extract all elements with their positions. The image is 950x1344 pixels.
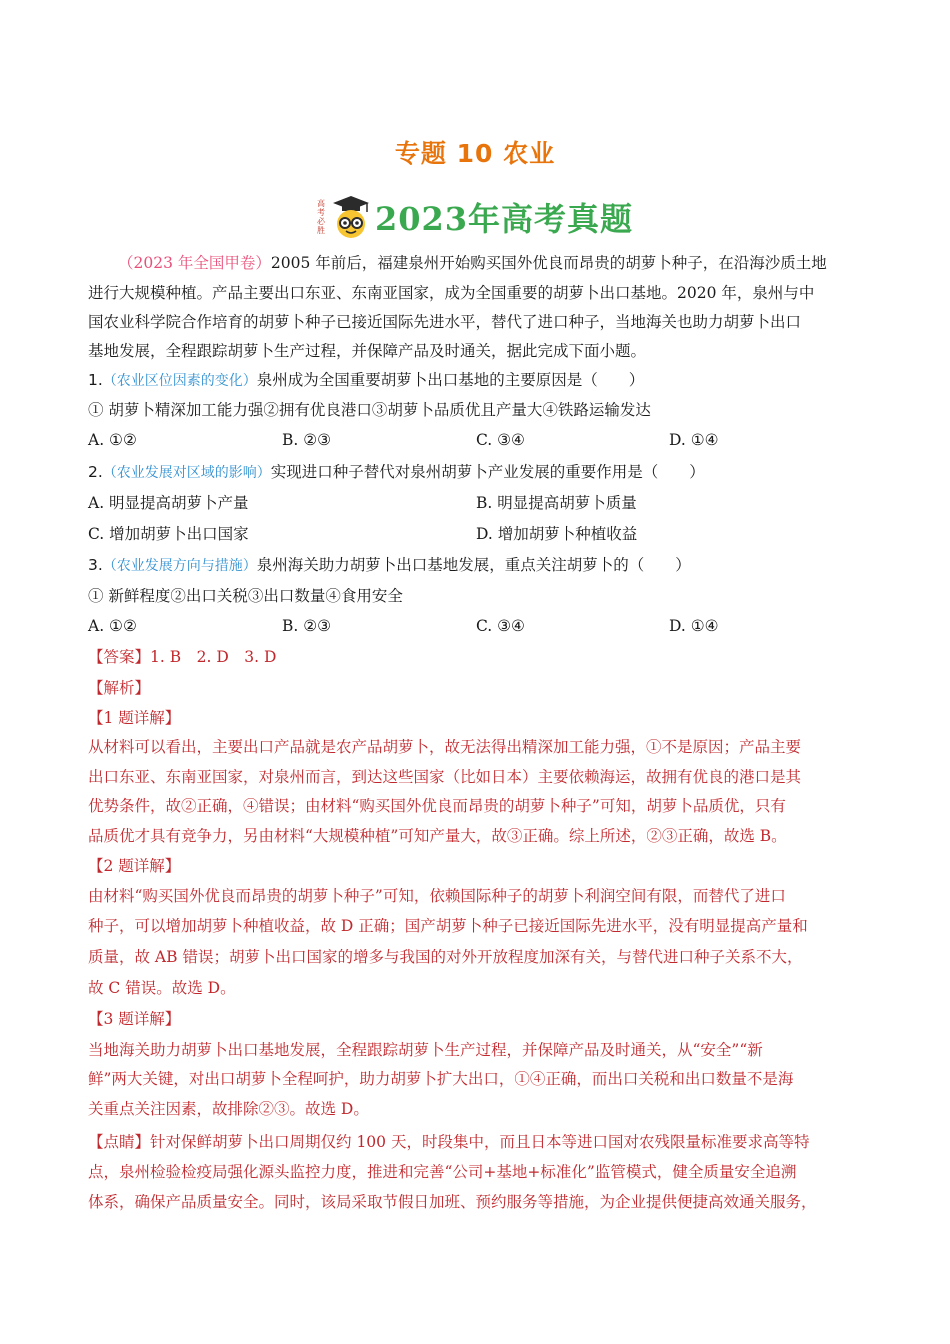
detail-2-line: 质量，故 AB 错误；胡萝卜出口国家的增多与我国的对外开放程度加深有关，与替代进口种子关系不大， (88, 948, 803, 966)
question-1-statements: ① 胡萝卜精深加工能力强②拥有优良港口③胡萝卜品质优且产量大④铁路运输发达 (88, 401, 651, 419)
tips-label: 【点睛】 (88, 1133, 151, 1151)
answer-line: 【答案】1. B 2. D 3. D (88, 648, 277, 666)
question-2 (88, 462, 868, 483)
intro-line-2: 进行大规模种植。产品主要出口东亚、东南亚国家，成为全国重要的胡萝卜出口基地。2020 年，泉州与中 (88, 284, 815, 302)
question-tag: （农业区位因素的变化） (102, 373, 257, 389)
banner-side-char: 胜 (316, 226, 325, 235)
option-d: D. ①④ (669, 431, 719, 449)
banner-side-char: 必 (316, 217, 325, 226)
option-a: A. 明显提高胡萝卜产量 (88, 494, 249, 512)
option-a: A. ①② (88, 617, 137, 635)
intro-line-3: 国农业科学院合作培育的胡萝卜种子已接近国际先进水平，替代了进口种子，当地海关也助力胡萝卜出口 (88, 313, 802, 331)
exam-banner (0, 192, 950, 242)
tips-line: 点，泉州检验检疫局强化源头监控力度，推进和完善“公司+基地+标准化”监管模式，健全质量安全追溯 (88, 1163, 797, 1181)
detail-1-line: 从材料可以看出，主要出口产品就是农产品胡萝卜，故无法得出精深加工能力强，①不是原因；产品主要 (88, 738, 802, 756)
graduate-mascot-icon (331, 194, 371, 240)
detail-1-line: 品质优才具有竞争力，另由材料“大规模种植”可知产量大，故③正确。综上所述，②③正确，故选 B。 (88, 827, 787, 845)
page-title: 专题 10 农业 (394, 139, 556, 168)
detail-2-line: 种子，可以增加胡萝卜种植收益，故 D 正确；国产胡萝卜种子已接近国际先进水平，没有明显提高产量和 (88, 917, 808, 935)
detail-3-label: 【3 题详解】 (88, 1010, 181, 1028)
banner-title: 2023年高考真题 (374, 200, 634, 238)
detail-2-line: 故 C 错误。故选 D。 (88, 979, 236, 997)
option-a: A. ①② (88, 431, 137, 449)
detail-3-line: 鲜”两大关键，对出口胡萝卜全程呵护，助力胡萝卜扩大出口，①④正确，而出口关税和出口数量不是海 (88, 1070, 794, 1088)
detail-2-line: 由材料“购买国外优良而昂贵的胡萝卜种子”可知，依赖国际种子的胡萝卜利润空间有限，而替代了进口 (88, 887, 786, 905)
question-number: 2. (88, 463, 103, 481)
detail-1-label: 【1 题详解】 (88, 709, 181, 727)
banner-side-text (317, 199, 325, 235)
option-c: C. 增加胡萝卜出口国家 (88, 525, 249, 543)
question-stem: 实现进口种子替代对泉州胡萝卜产业发展的重要作用是（ ） (270, 463, 705, 481)
option-d: D. ①④ (669, 617, 719, 635)
intro-line-1 (88, 253, 868, 273)
option-c: C. ③④ (476, 617, 525, 635)
tips-text: 针对保鲜胡萝卜出口周期仅约 100 天，时段集中，而且日本等进口国对农残限量标准要求高等特 (150, 1133, 810, 1151)
detail-3-line: 当地海关助力胡萝卜出口基地发展，全程跟踪胡萝卜生产过程，并保障产品及时通关，从“安全”“新 (88, 1041, 763, 1059)
option-b: B. ②③ (282, 431, 332, 449)
question-tag: （农业发展对区域的影响） (102, 465, 271, 481)
banner-side-char: 考 (316, 208, 325, 217)
detail-2-label: 【2 题详解】 (88, 857, 181, 875)
question-1 (88, 370, 868, 391)
exam-source: （2023 年全国甲卷） (118, 254, 271, 272)
question-tag: （农业发展方向与措施） (102, 558, 257, 574)
detail-1-line: 出口东亚、东南亚国家，对泉州而言，到达这些国家（比如日本）主要依赖海运，故拥有优良的港口是其 (88, 768, 802, 786)
detail-1-line: 优势条件，故②正确，④错误；由材料“购买国外优良而昂贵的胡萝卜种子”可知，胡萝卜品质优，只有 (88, 797, 786, 815)
tips-line-1 (88, 1132, 868, 1152)
detail-3-line: 关重点关注因素，故排除②③。故选 D。 (88, 1100, 369, 1118)
question-number: 1. (88, 371, 103, 389)
question-number: 3. (88, 556, 103, 574)
intro-line-4: 基地发展，全程跟踪胡萝卜生产过程，并保障产品及时通关，据此完成下面小题。 (88, 342, 647, 360)
tips-line: 体系，确保产品质量安全。同时，该局采取节假日加班、预约服务等措施，为企业提供便捷高效通关服务， (88, 1193, 817, 1211)
question-stem: 泉州海关助力胡萝卜出口基地发展，重点关注胡萝卜的（ ） (256, 556, 691, 574)
intro-text: 2005 年前后，福建泉州开始购买国外优良而昂贵的胡萝卜种子，在沿海沙质土地 (270, 254, 827, 272)
question-3 (88, 555, 868, 576)
option-b: B. ②③ (282, 617, 332, 635)
banner-side-char: 高 (316, 199, 325, 208)
option-b: B. 明显提高胡萝卜质量 (476, 494, 637, 512)
question-3-statements: ① 新鲜程度②出口关税③出口数量④食用安全 (88, 587, 403, 605)
analysis-label: 【解析】 (88, 679, 151, 697)
option-c: C. ③④ (476, 431, 525, 449)
question-stem: 泉州成为全国重要胡萝卜出口基地的主要原因是（ ） (256, 371, 645, 389)
option-d: D. 增加胡萝卜种植收益 (476, 525, 638, 543)
